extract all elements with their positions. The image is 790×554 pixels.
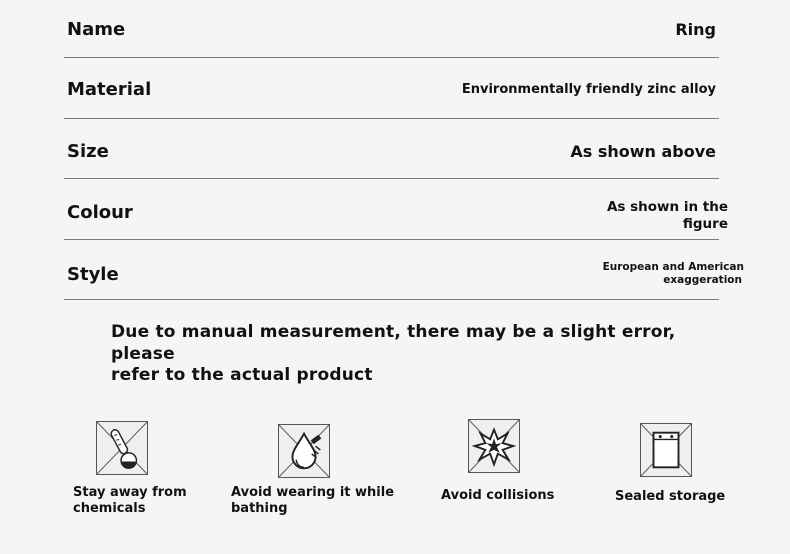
notice-line: Due to manual measurement, there may be a slight error, please: [111, 322, 676, 364]
spec-row-size: [64, 119, 719, 179]
spec-label: Size: [67, 141, 109, 162]
spec-label: Style: [67, 264, 119, 285]
spec-label: Material: [67, 79, 152, 100]
spec-value: Ring: [675, 20, 716, 39]
spec-value: Environmentally friendly zinc alloy: [461, 82, 716, 97]
care-caption: Avoid collisions: [441, 488, 555, 503]
spec-label: Colour: [67, 202, 133, 223]
collision-burst-icon: [468, 419, 520, 473]
spec-value: [603, 261, 744, 287]
spec-value-line: As shown in the: [606, 199, 728, 215]
spec-label: Name: [67, 19, 126, 40]
spec-row-colour: [64, 179, 728, 240]
water-drop-icon: [278, 424, 330, 478]
care-caption: Stay away from chemicals: [73, 485, 187, 516]
spec-value-line: European and American: [602, 261, 744, 273]
spec-row-style: [64, 240, 744, 300]
spec-value: As shown above: [570, 142, 716, 161]
spec-value-line: figure: [682, 216, 728, 232]
care-caption: Avoid wearing it while bathing: [231, 485, 395, 516]
measurement-notice: [111, 322, 711, 387]
spec-value: [607, 199, 728, 233]
care-caption: Sealed storage: [615, 489, 726, 504]
notice-line: refer to the actual product: [111, 365, 373, 385]
spec-table: [64, 0, 744, 300]
thermometer-icon: [96, 421, 148, 475]
storage-bag-icon: [640, 423, 692, 477]
spec-value-line: exaggeration: [663, 274, 742, 286]
spec-row-name: [64, 0, 719, 58]
spec-row-material: [64, 58, 719, 119]
